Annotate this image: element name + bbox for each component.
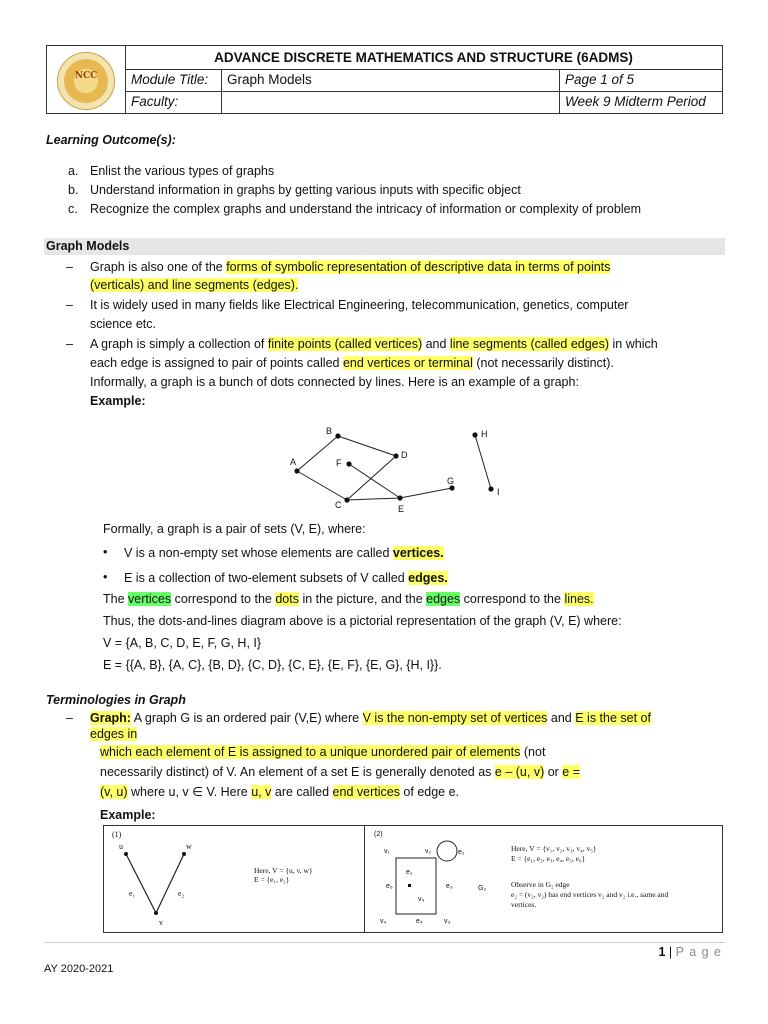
faculty-label: Faculty: <box>125 91 222 113</box>
highlight: lines. <box>564 592 594 606</box>
edge-label: e₄ <box>416 918 423 925</box>
edge-cd <box>347 456 396 500</box>
highlight: forms of symbolic representation of descriptive data in terms of points <box>226 260 611 274</box>
text: correspond to the <box>171 592 276 606</box>
vertex-label: v₂ <box>425 848 432 855</box>
page-separator: | <box>668 945 673 959</box>
page-number <box>658 945 722 959</box>
text: or <box>544 765 563 779</box>
text: in which <box>609 337 658 351</box>
highlight: line segments (called edges) <box>449 337 610 351</box>
page-number-value: 1 <box>658 945 666 959</box>
vertex-label: C <box>335 500 342 510</box>
highlight: V is the non-empty set of vertices <box>362 711 548 725</box>
edge-label: e₃ <box>446 883 453 890</box>
formal-line4: Thus, the dots-and-lines diagram above is a pictorial representation of the graph (V, E) where: <box>103 614 622 628</box>
highlight: dots <box>275 592 299 606</box>
academic-year: AY 2020-2021 <box>44 963 114 975</box>
box2-desc-1: Here, V = {v₁, v₂, v₃, v₄, v₅} <box>511 844 597 853</box>
text: necessarily distinct) of V. An element of a set E is generally denoted as <box>100 765 495 779</box>
term-line1 <box>90 709 651 727</box>
faculty-row <box>125 91 722 113</box>
text: correspond to the <box>460 592 565 606</box>
edge-hi <box>475 435 491 489</box>
box1-desc-1: Here, V = {u, v, w} <box>254 866 313 875</box>
text: are called <box>271 785 333 799</box>
edge-bd <box>338 436 396 456</box>
vertex-label: D <box>401 450 408 460</box>
text: The <box>103 592 129 606</box>
header-table <box>46 45 723 114</box>
highlight: edges. <box>408 571 448 585</box>
highlight: e – (u, v) <box>494 765 545 779</box>
logo-text: NCC <box>74 71 98 81</box>
text: of edge e. <box>399 785 460 799</box>
example-graph-1 <box>104 826 364 932</box>
vertex-label: v₃ <box>444 918 451 925</box>
vertex-label: G <box>447 476 455 486</box>
vertex-label: H <box>481 429 488 439</box>
box-number: (1) <box>112 830 122 839</box>
outcome-item: Recognize the complex graphs and understand the intricacy of information or complexity of problem <box>90 202 641 216</box>
outcome-marker-b: b. <box>68 183 79 197</box>
module-row <box>125 69 722 92</box>
dash-bullet: – <box>66 260 73 274</box>
text: each edge is assigned to pair of points called <box>90 356 343 370</box>
vertex-label: w <box>186 842 192 851</box>
outcome-item: Enlist the various types of graphs <box>90 164 275 178</box>
school-logo <box>57 52 115 110</box>
box1-desc-2: E = {e₁, e₂} <box>254 875 290 884</box>
dash-bullet: – <box>66 337 73 351</box>
section-title: Graph Models <box>46 239 130 253</box>
vertex-label: v₁ <box>384 848 390 855</box>
highlight: Graph: <box>90 711 131 725</box>
section-graph-models <box>44 238 725 255</box>
vertex-dot <box>393 453 398 458</box>
dash-bullet: – <box>66 711 73 725</box>
gm-para3-line2 <box>90 354 614 372</box>
text: and <box>422 337 450 351</box>
vertex-label: A <box>290 457 297 467</box>
formal-bullet-2 <box>124 569 448 587</box>
gm-para3-line3: Informally, a graph is a bunch of dots connected by lines. Here is an example of a graph: <box>90 375 579 389</box>
outcome-marker-a: a. <box>68 164 79 178</box>
text: Graph is also one of the <box>90 260 227 274</box>
box-number: (2) <box>374 831 383 838</box>
outcome-marker-c: c. <box>68 202 78 216</box>
box2-desc-2: E = {e₁, e₂, e₃, e₄, e₅, e₆} <box>511 854 586 863</box>
formal-edge-set: E = {{A, B}, {A, C}, {B, D}, {C, D}, {C, E}, {E, F}, {E, G}, {H, I}}. <box>103 658 442 672</box>
vertex-label: u <box>119 842 123 851</box>
vertex-dot <box>335 433 340 438</box>
learning-outcomes-title: Learning Outcome(s): <box>46 133 176 147</box>
highlight: u, v <box>251 785 272 799</box>
example-boxes <box>103 825 723 933</box>
box2-desc-4: e₂ = (v₂, v₂) has end vertices v₂ and v₂ i.e., same and <box>511 890 669 899</box>
gm-para2-line2: science etc. <box>90 317 157 331</box>
term-line3 <box>100 743 545 761</box>
formal-intro: Formally, a graph is a pair of sets (V, E), where: <box>103 522 366 536</box>
text: in the picture, and the <box>298 592 427 606</box>
edge-ab <box>297 436 338 471</box>
edge-label: e₂ <box>458 849 465 856</box>
term-line2 <box>90 725 137 743</box>
box2-desc-5: vertices. <box>511 900 537 909</box>
edge-label: e₂ <box>178 889 185 898</box>
edge-ce <box>347 498 400 500</box>
text: where u, v ∈ V. Here <box>127 785 252 799</box>
vertex-label: v₅ <box>418 896 425 903</box>
highlight: end vertices or terminal <box>342 356 473 370</box>
formal-vertex-set: V = {A, B, C, D, E, F, G, H, I} <box>103 636 262 650</box>
text: A graph is simply a collection of <box>90 337 268 351</box>
text: V is a non-empty set whose elements are called <box>124 546 393 560</box>
course-title: ADVANCE DISCRETE MATHEMATICS AND STRUCTURE (6ADMS) <box>125 46 722 70</box>
highlight: finite points (called vertices) <box>267 337 423 351</box>
vertex-label: v <box>159 918 163 927</box>
highlight: E is the set of <box>575 711 651 725</box>
example-box-1 <box>104 826 365 932</box>
module-value: Graph Models <box>222 69 560 91</box>
term-line4 <box>100 763 580 781</box>
text: and <box>547 711 576 725</box>
formal-line3 <box>103 590 594 608</box>
bullet: • <box>103 545 108 559</box>
gm-para1-line1 <box>90 258 610 276</box>
graph-label: G₂ <box>478 885 487 892</box>
vertex-dot <box>397 495 402 500</box>
vertex-label: B <box>326 426 333 436</box>
gm-para2-line1: It is widely used in many fields like Electrical Engineering, telecommunication, genetics, computer <box>90 298 629 312</box>
vertex-label: I <box>497 487 500 497</box>
highlight: edges in <box>90 727 138 741</box>
example-graph-2 <box>366 826 506 932</box>
example-label: Example: <box>90 394 146 408</box>
highlight: end vertices <box>332 785 400 799</box>
faculty-value <box>222 91 560 113</box>
footer-divider <box>44 942 725 943</box>
highlight: (verticals) and line segments (edges). <box>90 278 299 292</box>
edge-label: e₆ <box>386 883 393 890</box>
highlight-green: edges <box>426 592 461 606</box>
highlight: vertices. <box>392 546 444 560</box>
logo-cell <box>47 46 126 113</box>
highlight-green: vertices <box>128 592 172 606</box>
text: E is a collection of two-element subsets of V called <box>124 571 409 585</box>
edge-label: e₁ <box>406 869 413 876</box>
highlight: which each element of E is assigned to a unique unordered pair of elements <box>100 745 521 759</box>
page-info: Page 1 of 5 <box>565 72 635 87</box>
vertex-label: v₄ <box>380 918 387 925</box>
vertex-dot <box>344 497 349 502</box>
module-label: Module Title: <box>125 69 222 91</box>
formal-bullet-1 <box>124 544 444 562</box>
highlight: e = <box>562 765 581 779</box>
text: (not <box>520 745 546 759</box>
highlight: (v, u) <box>100 785 128 799</box>
graph-figure <box>280 420 520 520</box>
edge-ef <box>349 464 400 498</box>
text: A graph G is an ordered pair (V,E) where <box>130 711 363 725</box>
gm-para3-line1 <box>90 335 658 353</box>
page-word: P a g e <box>675 945 722 959</box>
vertex-dot <box>472 432 477 437</box>
bullet: • <box>103 570 108 584</box>
term-line5 <box>100 783 459 801</box>
terminologies-title: Terminologies in Graph <box>46 693 186 707</box>
outcome-item: Understand information in graphs by getting various inputs with specific object <box>90 183 521 197</box>
edge-ac <box>297 471 347 500</box>
vertex-label: F <box>336 458 342 468</box>
vertex-dot <box>294 468 299 473</box>
vertex-label: E <box>398 504 405 514</box>
vertex-dot <box>449 485 454 490</box>
vertex-dot <box>346 461 351 466</box>
dash-bullet: – <box>66 298 73 312</box>
gm-para1-line2 <box>90 276 298 294</box>
example-box-2 <box>366 826 722 932</box>
text: (not necessarily distinct). <box>472 356 614 370</box>
example-label: Example: <box>100 808 156 822</box>
edge-eg <box>400 488 452 498</box>
period: Week 9 Midterm Period <box>565 94 706 109</box>
edge-label: e₁ <box>129 889 136 898</box>
box2-desc-3: Observe in G₂ edge <box>511 880 570 889</box>
vertex-dot <box>488 486 493 491</box>
